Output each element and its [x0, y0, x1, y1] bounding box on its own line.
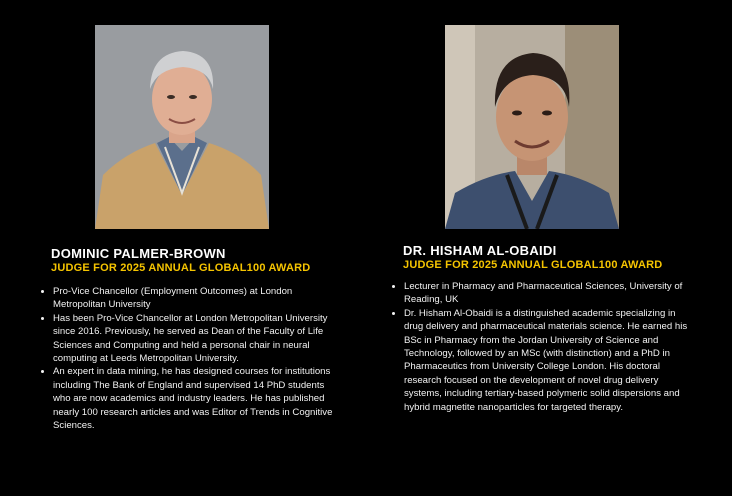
bio-item: • An expert in data mining, he has designed courses for institutions including The Bank of England and supervised 14 PhD students who are now academics and industry leaders. He has published nearly 100 research articles and was Editor of Trends in Cognitive Sciences. — [53, 365, 335, 432]
judge-role: JUDGE FOR 2025 ANNUAL GLOBAL100 AWARD — [403, 259, 663, 271]
judge-photo-dominic — [95, 25, 269, 229]
bio-item: • Lecturer in Pharmacy and Pharmaceutical Sciences, University of Reading, UK — [404, 280, 696, 307]
judge-photo-hisham — [445, 25, 619, 229]
judge-bio-list — [41, 285, 335, 432]
judge-name: DR. HISHAM AL-OBAIDI — [403, 243, 557, 258]
bio-item: • Pro-Vice Chancellor (Employment Outcomes) at London Metropolitan University — [53, 285, 335, 312]
bio-item: • Dr. Hisham Al-Obaidi is a distinguished academic specializing in drug delivery and pharmaceutical materials science. He earned his BSc in Pharmacy from the Jordan University of Science and Technology, followed by an MSc (with distinction) and a PhD in Pharmaceutics from University College London. His doctoral research focused on the development of novel drug delivery systems, including tertiary-based polymeric solid dispersions and hybrid magnetite nanoparticles for targeted therapy. — [404, 307, 696, 414]
bio-item: • Has been Pro-Vice Chancellor at London Metropolitan University since 2016. Previously, he served as Dean of the Faculty of Life Sciences and Computing and held a personal chair in neural computing at Leeds Metropolitan University. — [53, 312, 335, 366]
judge-role: JUDGE FOR 2025 ANNUAL GLOBAL100 AWARD — [51, 262, 311, 274]
judge-bio-list — [392, 280, 696, 414]
judge-name: DOMINIC PALMER-BROWN — [51, 246, 226, 261]
